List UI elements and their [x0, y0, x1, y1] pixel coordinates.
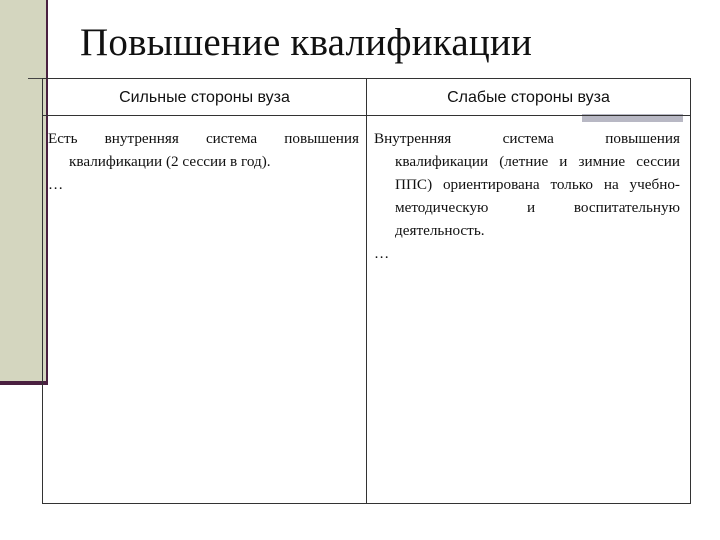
decorative-side-band [0, 0, 46, 385]
strengths-ellipsis: … [48, 176, 64, 193]
strengths-text: Есть внутренняя система повышения квалификации (2 сессии в год). [48, 130, 359, 170]
header-strengths: Сильные стороны вуза [119, 89, 290, 106]
cell-strengths [48, 127, 359, 196]
table-column-divider [366, 79, 367, 503]
header-weaknesses: Слабые стороны вуза [447, 89, 610, 106]
weaknesses-text: Внутренняя система повышения квалификации (летние и зимние сессии ППС) ориентирована только на учебно-методическую и воспитательную деятельность. [374, 130, 680, 239]
swot-table [42, 78, 691, 504]
page-title: Повышение квалификации [80, 21, 533, 64]
weaknesses-ellipsis: … [374, 245, 390, 262]
decorative-horizontal-rule [0, 381, 48, 385]
cell-weaknesses [374, 127, 680, 265]
